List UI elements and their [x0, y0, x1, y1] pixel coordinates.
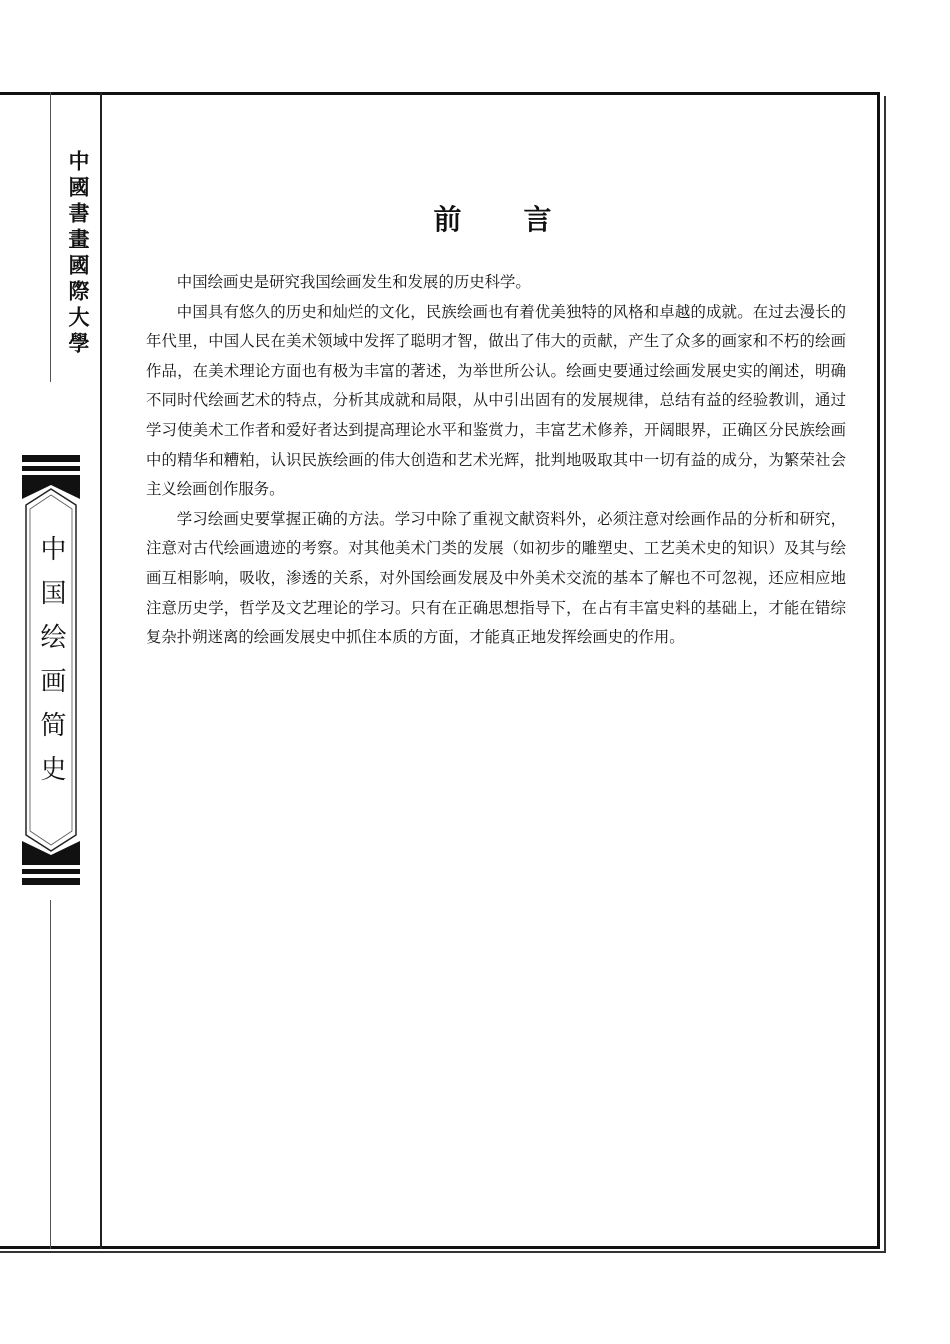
preface-body	[146, 268, 846, 653]
series-title: 中國書畫國際大學	[66, 150, 90, 358]
spine-border	[100, 92, 102, 1249]
page-frame	[0, 92, 880, 1249]
preface-heading: 前言	[433, 203, 614, 236]
preface-paragraph: 中国具有悠久的历史和灿烂的文化，民族绘画也有着优美独特的风格和卓越的成就。在过去漫长的年代里，中国人民在美术领域中发挥了聪明才智，做出了伟大的贡献，产生了众多的画家和不朽的绘画作品，在美术理论方面也有极为丰富的著述，为举世所公认。绘画史要通过绘画发展史实的阐述，明确不同时代绘画艺术的特点，分析其成就和局限，从中引出固有的发展规律，总结有益的经验教训，通过学习使美术工作者和爱好者达到提高理论水平和鉴赏力，丰富艺术修养，开阔眼界，正确区分民族绘画中的精华和糟粕，认识民族绘画的伟大创造和艺术光辉，批判地吸取其中一切有益的成分，为繁荣社会主义绘画创作服务。	[146, 302, 846, 499]
spine-divider-top	[50, 92, 51, 382]
spine-divider-bottom	[50, 900, 51, 1249]
preface-paragraph: 中国绘画史是研究我国绘画发生和发展的历史科学。	[176, 273, 531, 291]
book-title: 中国绘画简史	[36, 535, 66, 799]
preface-paragraph: 学习绘画史要掌握正确的方法。学习中除了重视文献资料外，必须注意对绘画作品的分析和研究，注意对古代绘画遗迹的考察。对其他美术门类的发展（如初步的雕塑史、工艺美术史的知识）及其与绘画互相影响，吸收，渗透的关系，对外国绘画发展及中外美术交流的基本了解也不可忽视，还应相应地注意历史学，哲学及文艺理论的学习。只有在正确思想指导下，在占有丰富史料的基础上，才能在错综复杂扑朔迷离的绘画发展史中抓住本质的方面，才能真正地发挥绘画史的作用。	[146, 509, 846, 647]
book-title-cartouche	[22, 455, 80, 885]
